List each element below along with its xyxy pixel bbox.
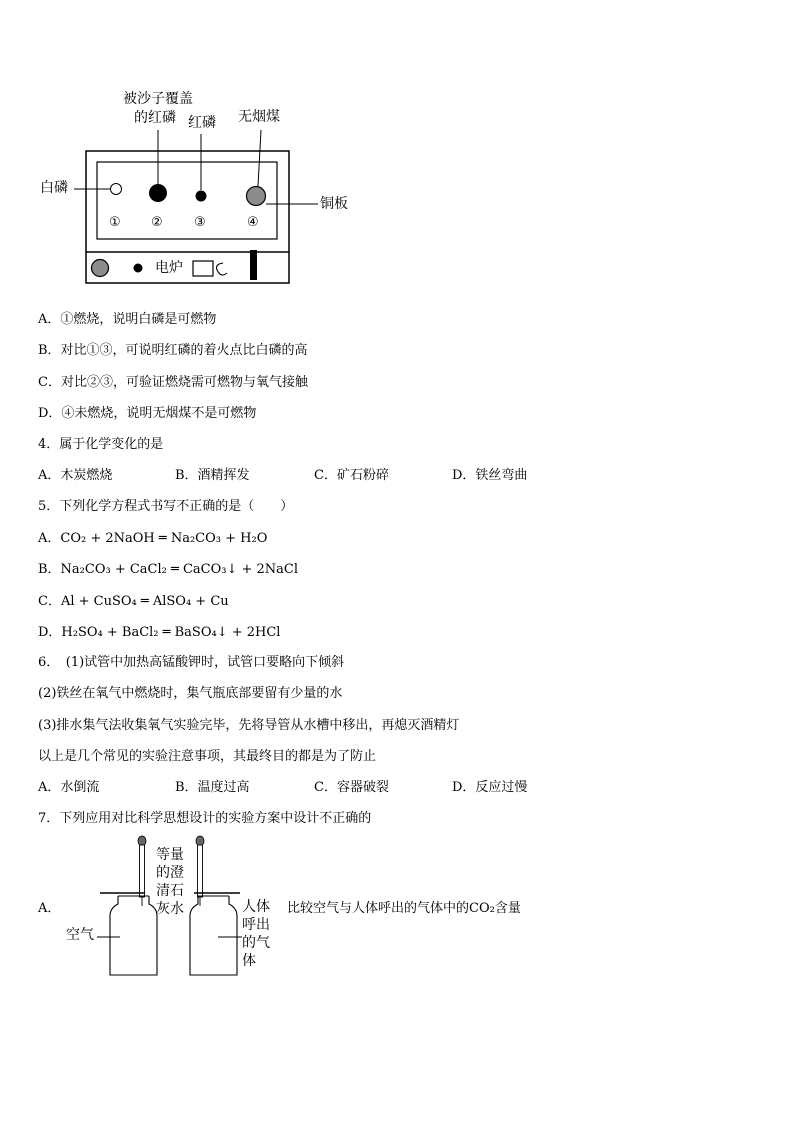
right-gas-jar-icon — [190, 893, 242, 975]
q3-option-b: B．对比①③，可说明红磷的着火点比白磷的高 — [38, 343, 308, 358]
right-dropper-icon — [196, 836, 204, 906]
combustion-apparatus-drawing — [0, 0, 794, 300]
q5-stem: 5．下列化学方程式书写不正确的是（ ） — [38, 499, 294, 514]
marker-4: ④ — [247, 215, 259, 230]
marker-3: ③ — [194, 215, 206, 230]
reagent-label-4: 灰水 — [156, 901, 184, 917]
q5-option-b: B．Na₂CO₃ + CaCl₂ ═ CaCO₃↓ + 2NaCl — [38, 562, 299, 577]
anthracite-coal — [247, 187, 266, 206]
reagent-label-2: 的澄 — [156, 865, 184, 881]
marker-2: ② — [151, 215, 163, 230]
q4-option-a: A．木炭燃烧 — [38, 468, 113, 483]
q4-option-b: B．酒精挥发 — [175, 468, 250, 483]
q6-option-c: C．容器破裂 — [314, 780, 389, 795]
q5-option-d: D．H₂SO₄ + BaCl₂ ═ BaSO₄↓ + 2HCl — [38, 625, 281, 640]
label-white-phosphorus: 白磷 — [40, 180, 68, 196]
label-anthracite: 无烟煤 — [238, 109, 280, 125]
plug-icon — [217, 264, 228, 275]
q3-option-a: A．①燃烧，说明白磷是可燃物 — [38, 312, 217, 327]
stove-bar-icon — [250, 250, 257, 280]
label-sand-covered-bottom: 的红磷 — [134, 110, 176, 126]
q5-option-a: A．CO₂ + 2NaOH ═ Na₂CO₃ + H₂O — [38, 531, 268, 546]
label-copper-plate: 铜板 — [320, 196, 348, 212]
stove-knob-icon — [92, 260, 109, 277]
q6-line-4: 以上是几个常见的实验注意事项，其最终目的都是为了防止 — [38, 749, 377, 764]
stove-switch-icon — [193, 261, 213, 276]
q6-option-b: B．温度过高 — [175, 780, 250, 795]
q7-option-a-text: 比较空气与人体呼出的气体中的CO₂含量 — [287, 901, 521, 916]
air-label: 空气 — [66, 927, 94, 943]
reagent-label-1: 等量 — [156, 847, 184, 863]
q3-option-c: C．对比②③，可验证燃烧需可燃物与氧气接触 — [38, 375, 308, 390]
breath-label-2: 呼出 — [242, 917, 270, 933]
q7-stem: 7．下列应用对比科学思想设计的实验方案中设计不正确的 — [38, 811, 372, 826]
q6-option-a: A．水倒流 — [38, 780, 100, 795]
q6-option-d: D．反应过慢 — [452, 780, 528, 795]
q4-stem: 4．属于化学变化的是 — [38, 437, 164, 452]
q6-line-3: (3)排水集气法收集氧气实验完毕，先将导管从水槽中移出，再熄灭酒精灯 — [38, 718, 460, 733]
marker-1: ① — [109, 215, 121, 230]
q5-option-c: C．Al + CuSO₄ ═ AlSO₄ + Cu — [38, 594, 229, 609]
reagent-label-3: 清石 — [156, 883, 184, 899]
q4-option-d: D．铁丝弯曲 — [452, 468, 528, 483]
q7-option-a-label: A． — [38, 901, 61, 916]
label-electric-stove: 电炉 — [155, 260, 183, 276]
white-phosphorus — [111, 184, 122, 195]
left-gas-jar-icon — [97, 893, 157, 975]
breath-label-1: 人体 — [242, 899, 270, 915]
q3-option-d: D．④未燃烧，说明无烟煤不是可燃物 — [38, 406, 257, 421]
q4-option-c: C．矿石粉碎 — [314, 468, 389, 483]
sand-covered-red-phosphorus — [149, 184, 167, 202]
label-red-phosphorus: 红磷 — [188, 115, 216, 131]
red-phosphorus — [196, 191, 207, 202]
q6-stem: 6． (1)试管中加热高锰酸钾时，试管口要略向下倾斜 — [38, 655, 345, 670]
breath-label-4: 体 — [242, 953, 256, 969]
stove-indicator-icon — [134, 264, 143, 273]
q6-line-2: (2)铁丝在氧气中燃烧时，集气瓶底部要留有少量的水 — [38, 686, 343, 701]
label-sand-covered-top: 被沙子覆盖 — [123, 91, 193, 107]
left-dropper-icon — [138, 836, 146, 906]
breath-label-3: 的气 — [242, 935, 270, 951]
